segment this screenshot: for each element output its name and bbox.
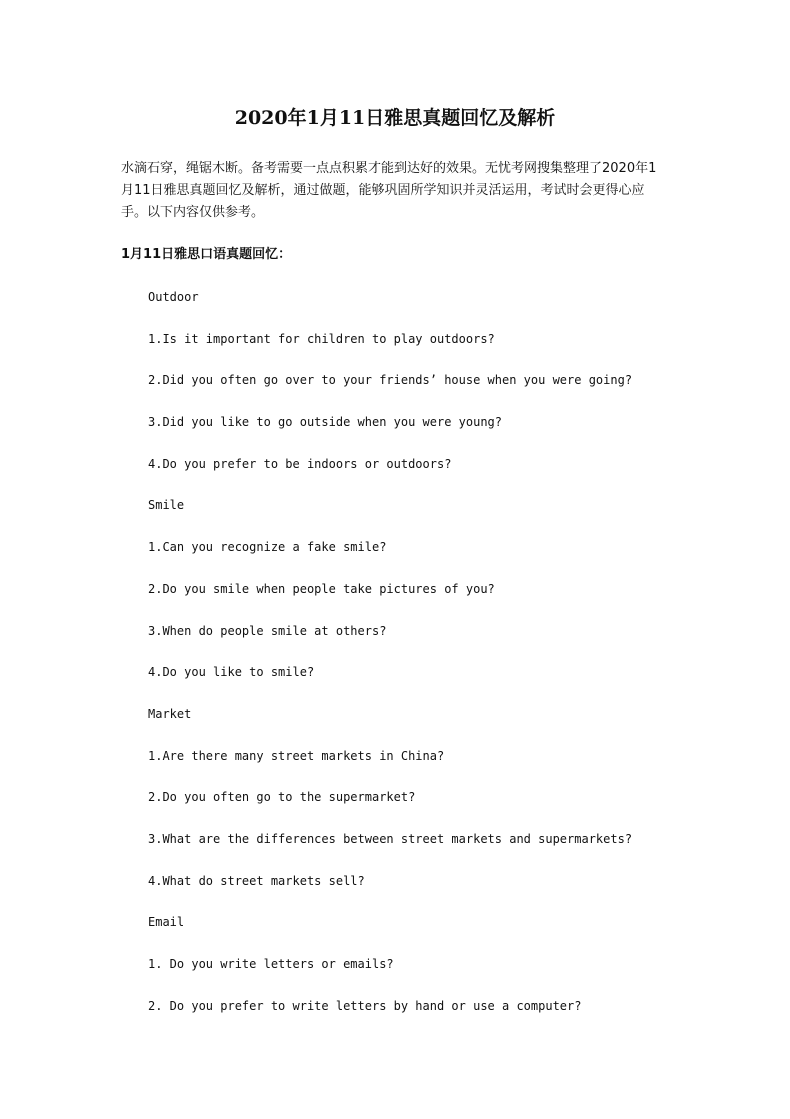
question-line: 2. Do you prefer to write letters by hand or use a computer? [148, 998, 582, 1013]
intro-paragraph: 水滴石穿，绳锯木断。备考需要一点点积累才能到达好的效果。无忧考网搜集整理了2020年1月11日雅思真题回忆及解析，通过做题，能够巩固所学知识并灵活运用，考试时会更得心应手。以下内容仅供参考。 [121, 161, 657, 220]
topic-heading: Smile [148, 498, 185, 513]
question-line: 1.Are there many street markets in China? [148, 748, 445, 763]
question-line: 1.Can you recognize a fake smile? [148, 540, 387, 555]
question-line: 3.Did you like to go outside when you were young? [148, 415, 503, 430]
question-line: 1. Do you write letters or emails? [148, 957, 394, 971]
question-line: 2.Do you smile when people take pictures of you? [148, 581, 495, 596]
question-line: 2.Did you often go over to your friends’ house when you were going? [148, 373, 633, 388]
section-heading: 1月11日雅思口语真题回忆： [121, 247, 292, 262]
question-list [148, 287, 632, 1037]
document-title: 2020年1月11日雅思真题回忆及解析 [234, 107, 556, 129]
question-line: 4.Do you like to smile? [148, 665, 315, 680]
question-line: 3.What are the differences between street markets and supermarkets? [148, 831, 633, 846]
topic-heading: Email [148, 915, 185, 930]
topic-heading: Outdoor [148, 290, 199, 304]
question-line: 2.Do you often go to the supermarket? [148, 790, 416, 805]
question-line: 3.When do people smile at others? [148, 623, 387, 638]
question-line: 4.Do you prefer to be indoors or outdoors? [148, 456, 452, 471]
question-line: 1.Is it important for children to play outdoors? [148, 331, 495, 346]
question-line: 4.What do street markets sell? [148, 873, 365, 888]
topic-heading: Market [148, 706, 192, 721]
